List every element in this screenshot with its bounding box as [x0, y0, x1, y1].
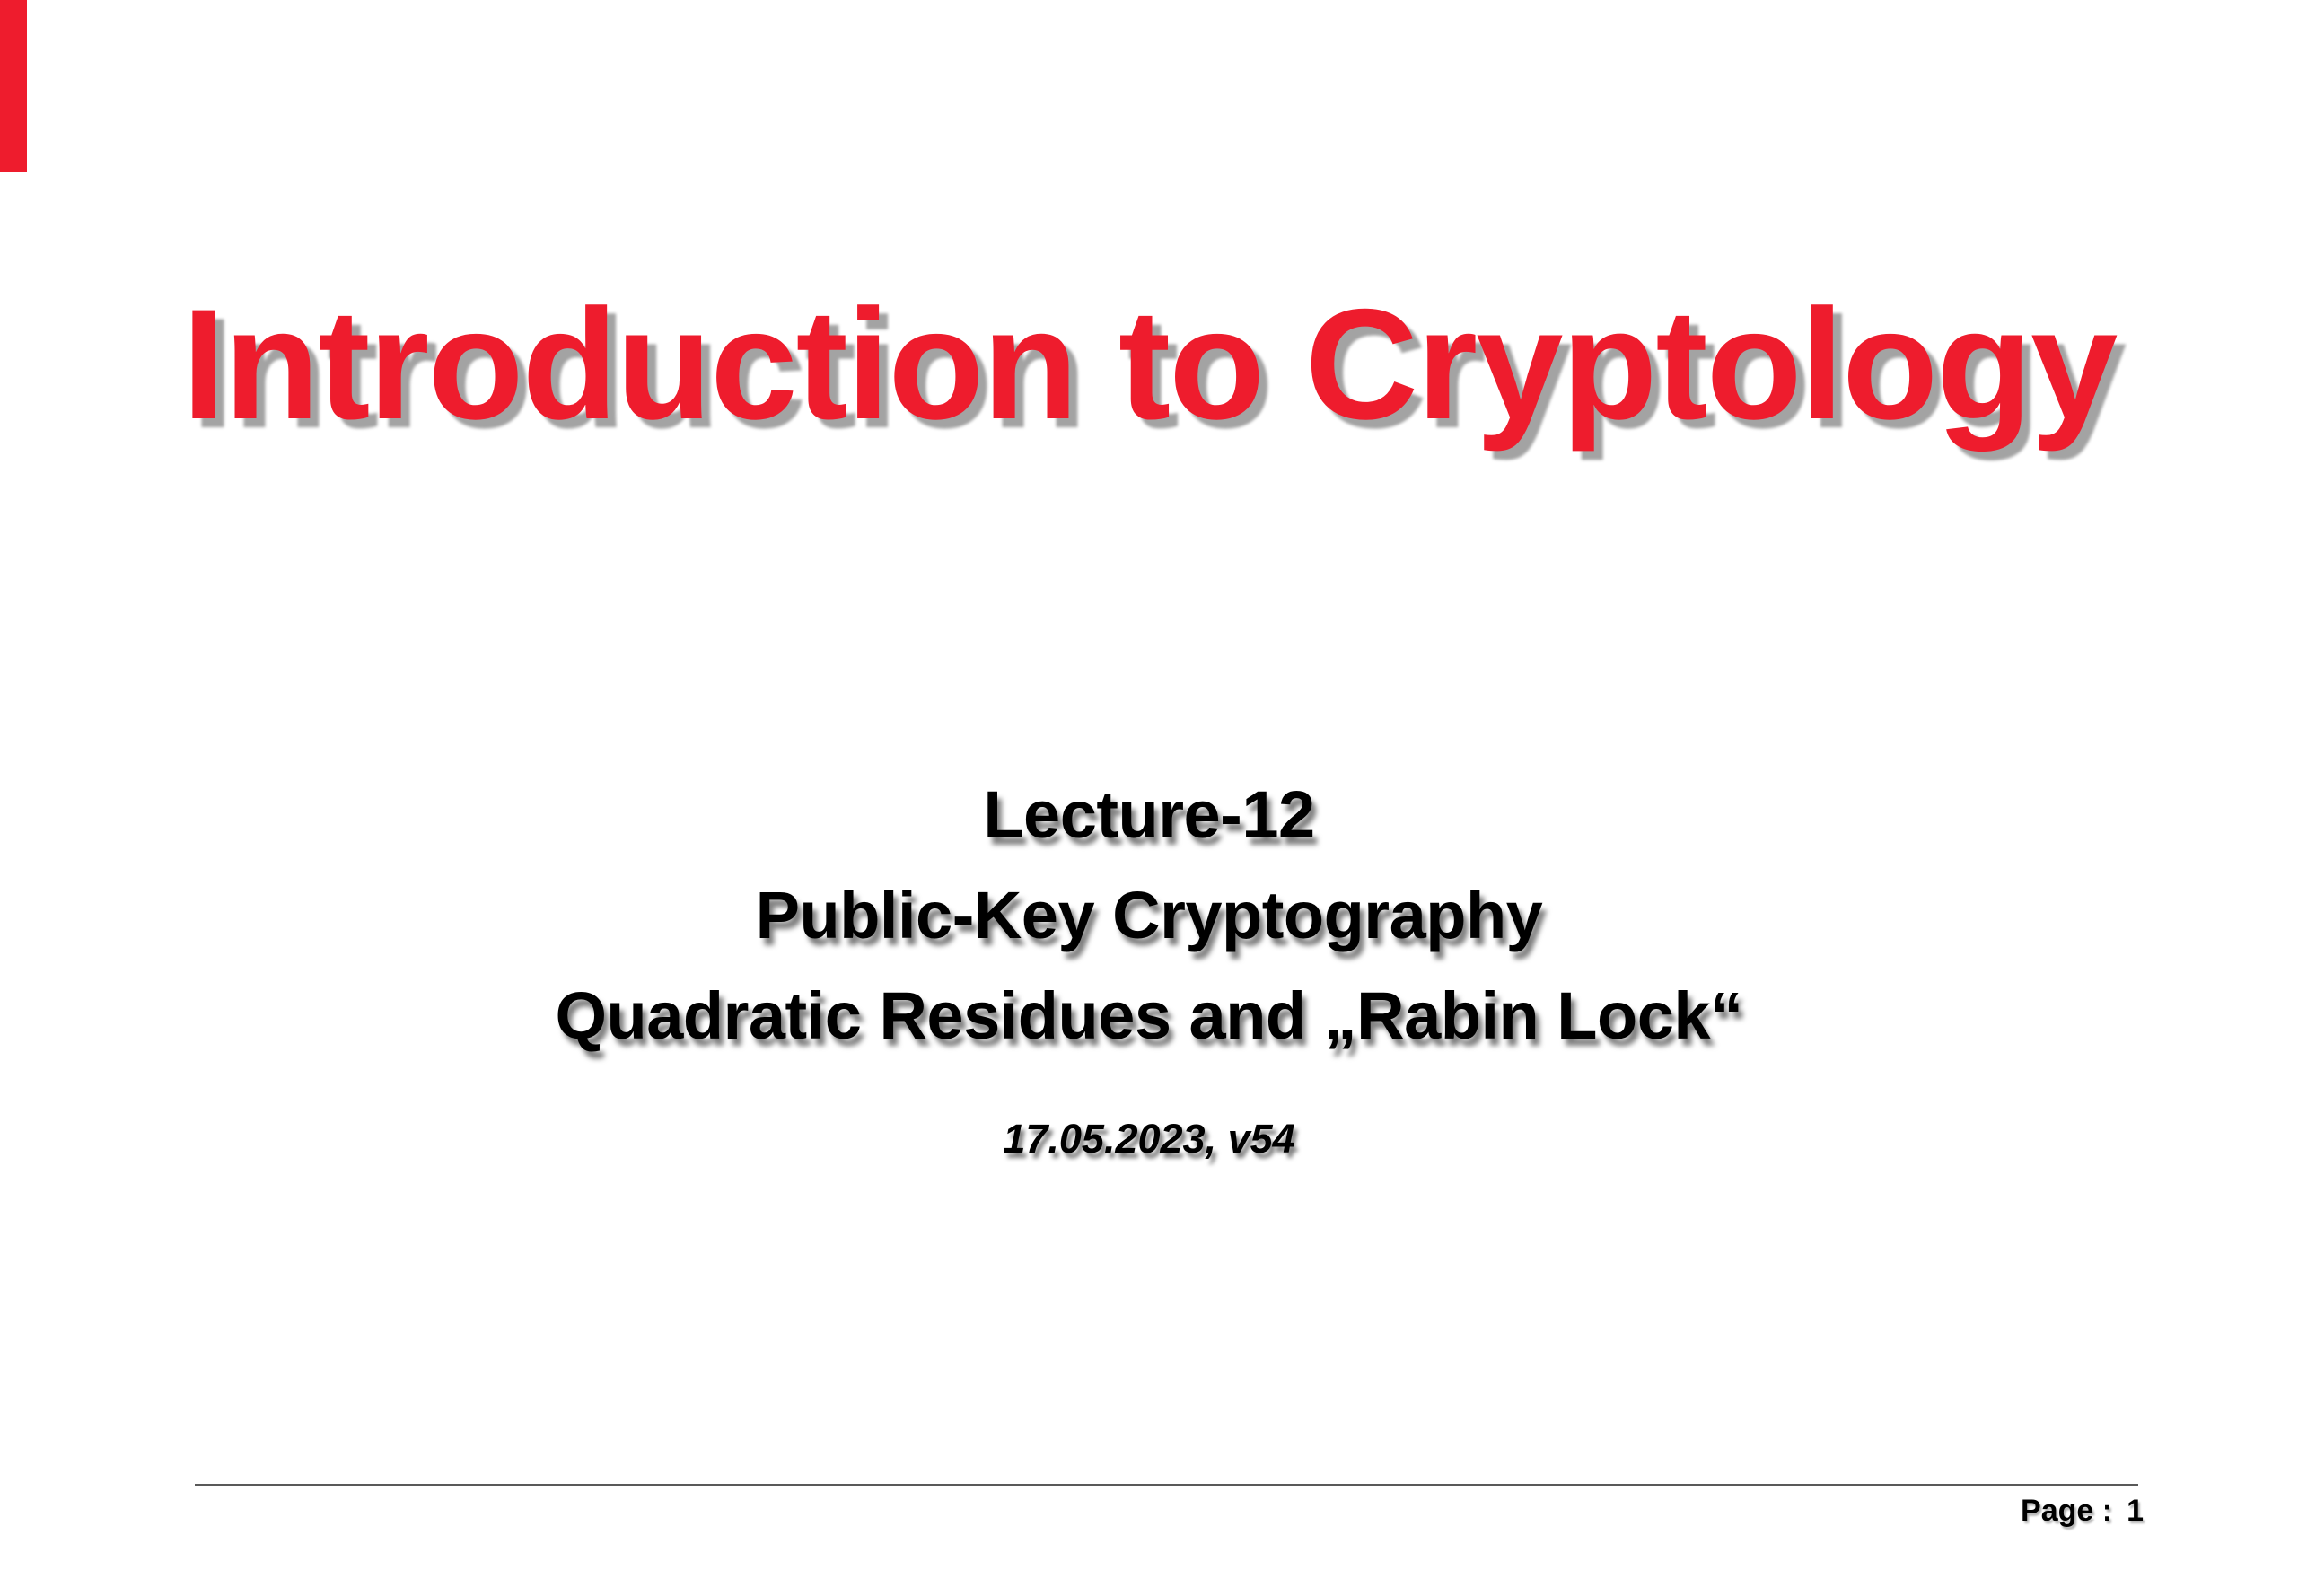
page-label: Page :: [2021, 1494, 2113, 1528]
page-number: 1: [2127, 1494, 2144, 1528]
page-indicator: [2021, 1494, 2144, 1529]
footer-divider: [195, 1484, 2138, 1486]
lecture-topic-line: Public-Key Cryptography: [755, 878, 1543, 952]
slide-title: Introduction to Cryptology: [181, 277, 2117, 452]
lecture-number-line: Lecture-12: [983, 777, 1315, 852]
date-version-text: 17.05.2023, v54: [1003, 1116, 1295, 1162]
red-accent-bar: [0, 0, 27, 172]
lecture-info-block: [0, 765, 2298, 1066]
lecture-subtopic-line: Quadratic Residues and „Rabin Lock“: [555, 978, 1743, 1053]
